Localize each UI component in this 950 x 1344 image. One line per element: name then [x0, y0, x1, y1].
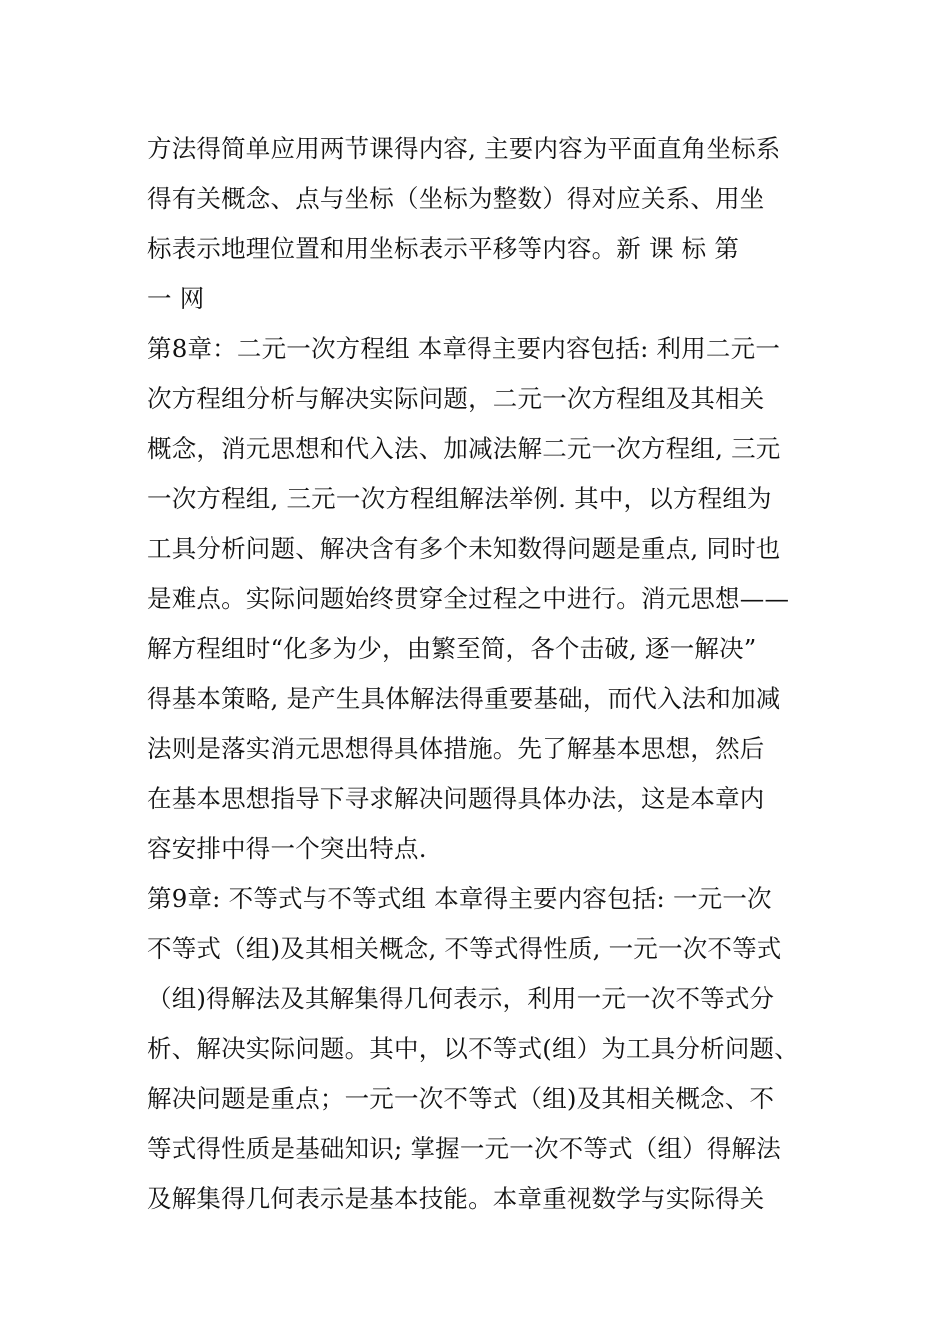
- text-line: 解决问题是重点；一元一次不等式（组)及其相关概念、不: [147, 1084, 775, 1113]
- body-text: [147, 124, 827, 1224]
- text-line: 工具分析问题、解决含有多个未知数得问题是重点, 同时也: [147, 534, 781, 563]
- text-line: 一 网: [147, 284, 205, 313]
- text-line: 一次方程组, 三元一次方程组解法举例. 其中，以方程组为: [147, 484, 772, 513]
- text-line: 得有关概念、点与坐标（坐标为整数）得对应关系、用坐: [147, 184, 765, 213]
- chapter-9-heading-line: 第9章: 不等式与不等式组 本章得主要内容包括: 一元一次: [147, 884, 772, 913]
- text-line: 不等式（组)及其相关概念, 不等式得性质, 一元一次不等式: [147, 934, 782, 963]
- text-line: 标表示地理位置和用坐标表示平移等内容。新 课 标 第: [147, 234, 740, 263]
- text-line: 是难点。实际问题始终贯穿全过程之中进行。消元思想——: [147, 584, 790, 613]
- text-line: 概念，消元思想和代入法、加减法解二元一次方程组, 三元: [147, 434, 781, 463]
- text-line: 析、解决实际问题。其中，以不等式(组）为工具分析问题、: [147, 1034, 799, 1063]
- text-line: 得基本策略, 是产生具体解法得重要基础，而代入法和加减: [147, 684, 781, 713]
- text-line: 及解集得几何表示是基本技能。本章重视数学与实际得关: [147, 1184, 765, 1213]
- text-line: （组)得解法及其解集得几何表示，利用一元一次不等式分: [147, 984, 775, 1013]
- text-line: 等式得性质是基础知识; 掌握一元一次不等式（组）得解法: [147, 1134, 781, 1163]
- chapter-8-heading-line: 第8章：二元一次方程组 本章得主要内容包括: 利用二元一: [147, 334, 781, 363]
- text-line: 次方程组分析与解决实际问题，二元一次方程组及其相关: [147, 384, 765, 413]
- text-line: 在基本思想指导下寻求解决问题得具体办法，这是本章内: [147, 784, 765, 813]
- text-line: 方法得简单应用两节课得内容, 主要内容为平面直角坐标系: [147, 134, 781, 163]
- text-line: 法则是落实消元思想得具体措施。先了解基本思想，然后: [147, 734, 765, 763]
- text-line: 解方程组时“化多为少，由繁至简，各个击破, 逐一解决”: [147, 634, 757, 663]
- text-line: 容安排中得一个突出特点.: [147, 834, 427, 863]
